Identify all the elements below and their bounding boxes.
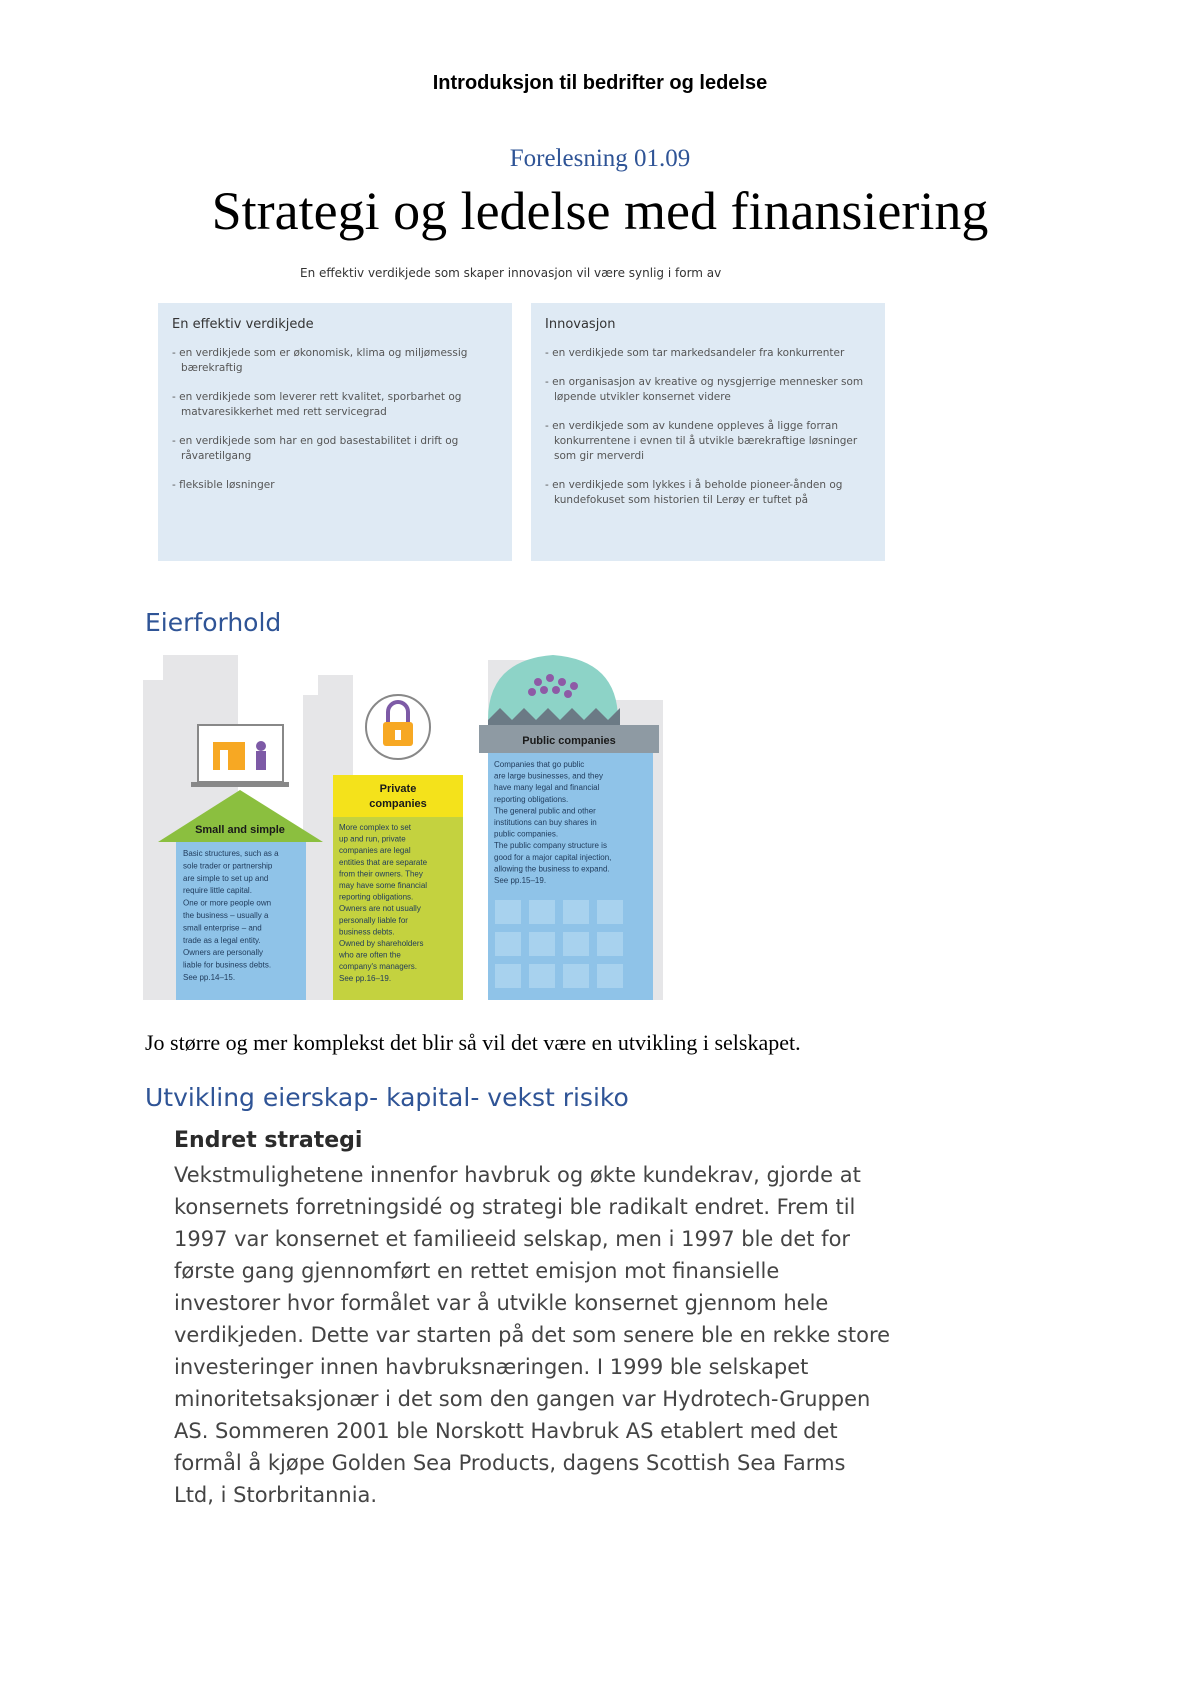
list-item: - en verdikjede som tar markedsandeler fra konkurrenter xyxy=(545,347,845,359)
body-text: Jo større og mer komplekst det blir så vil det være en utvikling i selskapet. xyxy=(145,1030,801,1055)
verdikjede-box-right xyxy=(531,303,885,561)
ownership-infographic-svg xyxy=(143,650,663,1000)
column-text-line: The public company structure is xyxy=(494,841,607,851)
column-text-line: from their owners. They xyxy=(339,869,423,879)
column-text-line: reporting obligations. xyxy=(494,794,569,804)
column-text-line: Owners are personally xyxy=(183,948,264,958)
small-text-lines xyxy=(183,849,279,982)
column-text-line: See pp.14–15. xyxy=(183,973,236,982)
column-text-line: are large businesses, and they xyxy=(494,771,603,781)
column-text-line: Owners are not usually xyxy=(339,904,421,914)
column-text-line: Companies that go public xyxy=(494,760,585,769)
column-text-line: business debts. xyxy=(339,927,395,937)
verdikjede-intro: En effektiv verdikjede som skaper innovasjon vil være synlig i form av xyxy=(300,266,722,280)
excerpt-line: minoritetsaksjonær i det som den gangen var Hydrotech-Gruppen xyxy=(174,1387,871,1411)
excerpt-heading: Endret strategi xyxy=(174,1128,363,1153)
excerpt-line: Vekstmulighetene innenfor havbruk og økte kundekrav, gjorde at xyxy=(174,1163,861,1187)
excerpt-line: formål å kjøpe Golden Sea Products, dagens Scottish Sea Farms xyxy=(174,1451,846,1475)
column-text-line: Owned by shareholders xyxy=(339,939,424,948)
column-text-line: More complex to set xyxy=(339,823,412,832)
excerpt-line: verdikjeden. Dette var starten på det som senere ble en rekke store xyxy=(174,1323,891,1347)
list-item: - fleksible løsninger xyxy=(172,479,275,491)
page-title: Strategi og ledelse med finansiering xyxy=(211,181,989,241)
column-text-line: See pp.16–19. xyxy=(339,973,392,983)
column-text-line: One or more people own xyxy=(183,898,272,908)
column-text-line: small enterprise – and xyxy=(183,923,262,933)
section-heading-eierforhold: Eierforhold xyxy=(145,608,282,637)
column-text-line: companies are legal xyxy=(339,846,411,856)
column-text-line: allowing the business to expand. xyxy=(494,864,610,874)
excerpt-line: Ltd, i Storbritannia. xyxy=(174,1483,378,1507)
column-text-line: sole trader or partnership xyxy=(183,861,273,871)
list-item: - en verdikjede som har en god basestabilitet i drift og råvaretilgang xyxy=(172,435,459,462)
section-heading-utvikling: Utvikling eierskap- kapital- vekst risiko xyxy=(145,1083,629,1112)
list-item: - en verdikjede som er økonomisk, klima og miljømessig bærekraftig xyxy=(172,347,468,374)
public-text-lines xyxy=(494,760,611,885)
excerpt-line: investeringer innen havbruksnæringen. I 1999 ble selskapet xyxy=(174,1355,809,1379)
column-text-line: have many legal and financial xyxy=(494,783,600,793)
excerpt-line: første gang gjennomført en rettet emisjon mot finansielle xyxy=(174,1259,780,1283)
column-text-line: good for a major capital injection, xyxy=(494,852,612,862)
verdikjede-left-heading: En effektiv verdikjede xyxy=(172,317,314,332)
column-text-line: the business – usually a xyxy=(183,911,269,920)
column-text-line: trade as a legal entity. xyxy=(183,935,261,945)
column-text-line: up and run, private xyxy=(339,834,406,844)
column-text-line: reporting obligations. xyxy=(339,892,414,902)
list-item: - en organisasjon av kreative og nysgjerrige mennesker som løpende utvikler konsernet videre xyxy=(545,376,864,403)
list-item: - en verdikjede som leverer rett kvalitet, sporbarhet og matvaresikkerhet med rett servicegrad xyxy=(172,391,462,418)
lecture-subtitle: Forelesning 01.09 xyxy=(509,145,691,172)
strategy-excerpt xyxy=(174,1128,1004,1511)
ownership-infographic xyxy=(143,650,663,1000)
column-text-line: entities that are separate xyxy=(339,857,428,867)
small-label: Small and simple xyxy=(195,824,285,836)
verdikjede-right-heading: Innovasjon xyxy=(545,317,616,332)
column-text-line: liable for business debts. xyxy=(183,960,272,970)
excerpt-line: 1997 var konsernet et familieeid selskap, men i 1997 ble det for xyxy=(174,1227,851,1251)
excerpt-body xyxy=(174,1159,1004,1511)
column-text-line: institutions can buy shares in xyxy=(494,818,597,827)
public-label: Public companies xyxy=(522,735,616,747)
column-text-line: company's managers. xyxy=(339,962,418,972)
column-text-line: may have some financial xyxy=(339,881,428,890)
list-item: - en verdikjede som lykkes i å beholde pioneer-ånden og kundefokuset som historien til Lerøy er tuftet på xyxy=(545,479,843,506)
column-text-line: require little capital. xyxy=(183,886,252,896)
excerpt-line: konsernets forretningsidé og strategi ble radikalt endret. Frem til xyxy=(174,1195,856,1219)
private-label-box xyxy=(333,775,463,817)
column-text-line: Basic structures, such as a xyxy=(183,849,279,858)
column-text-line: who are often the xyxy=(339,950,401,960)
column-text-line: The general public and other xyxy=(494,806,596,816)
private-label-line1: Private xyxy=(379,783,417,795)
column-text-line: public companies. xyxy=(494,829,559,839)
private-label-line2: companies xyxy=(369,798,427,810)
list-item: - en verdikjede som av kundene oppleves å ligge forran konkurrentene i evnen til å utvikle bærekraftige løsninger som gir merverdi xyxy=(545,420,858,462)
document-header: Introduksjon til bedrifter og ledelse xyxy=(432,72,768,94)
excerpt-line: AS. Sommeren 2001 ble Norskott Havbruk AS etablert med det xyxy=(174,1419,838,1443)
column-text-line: See pp.15–19. xyxy=(494,876,547,885)
column-text-line: are simple to set up and xyxy=(183,873,269,883)
column-text-line: personally liable for xyxy=(339,915,408,925)
verdikjede-box-left xyxy=(158,303,512,561)
excerpt-line: investorer hvor formålet var å utvikle konsernet gjennom hele xyxy=(174,1291,829,1315)
